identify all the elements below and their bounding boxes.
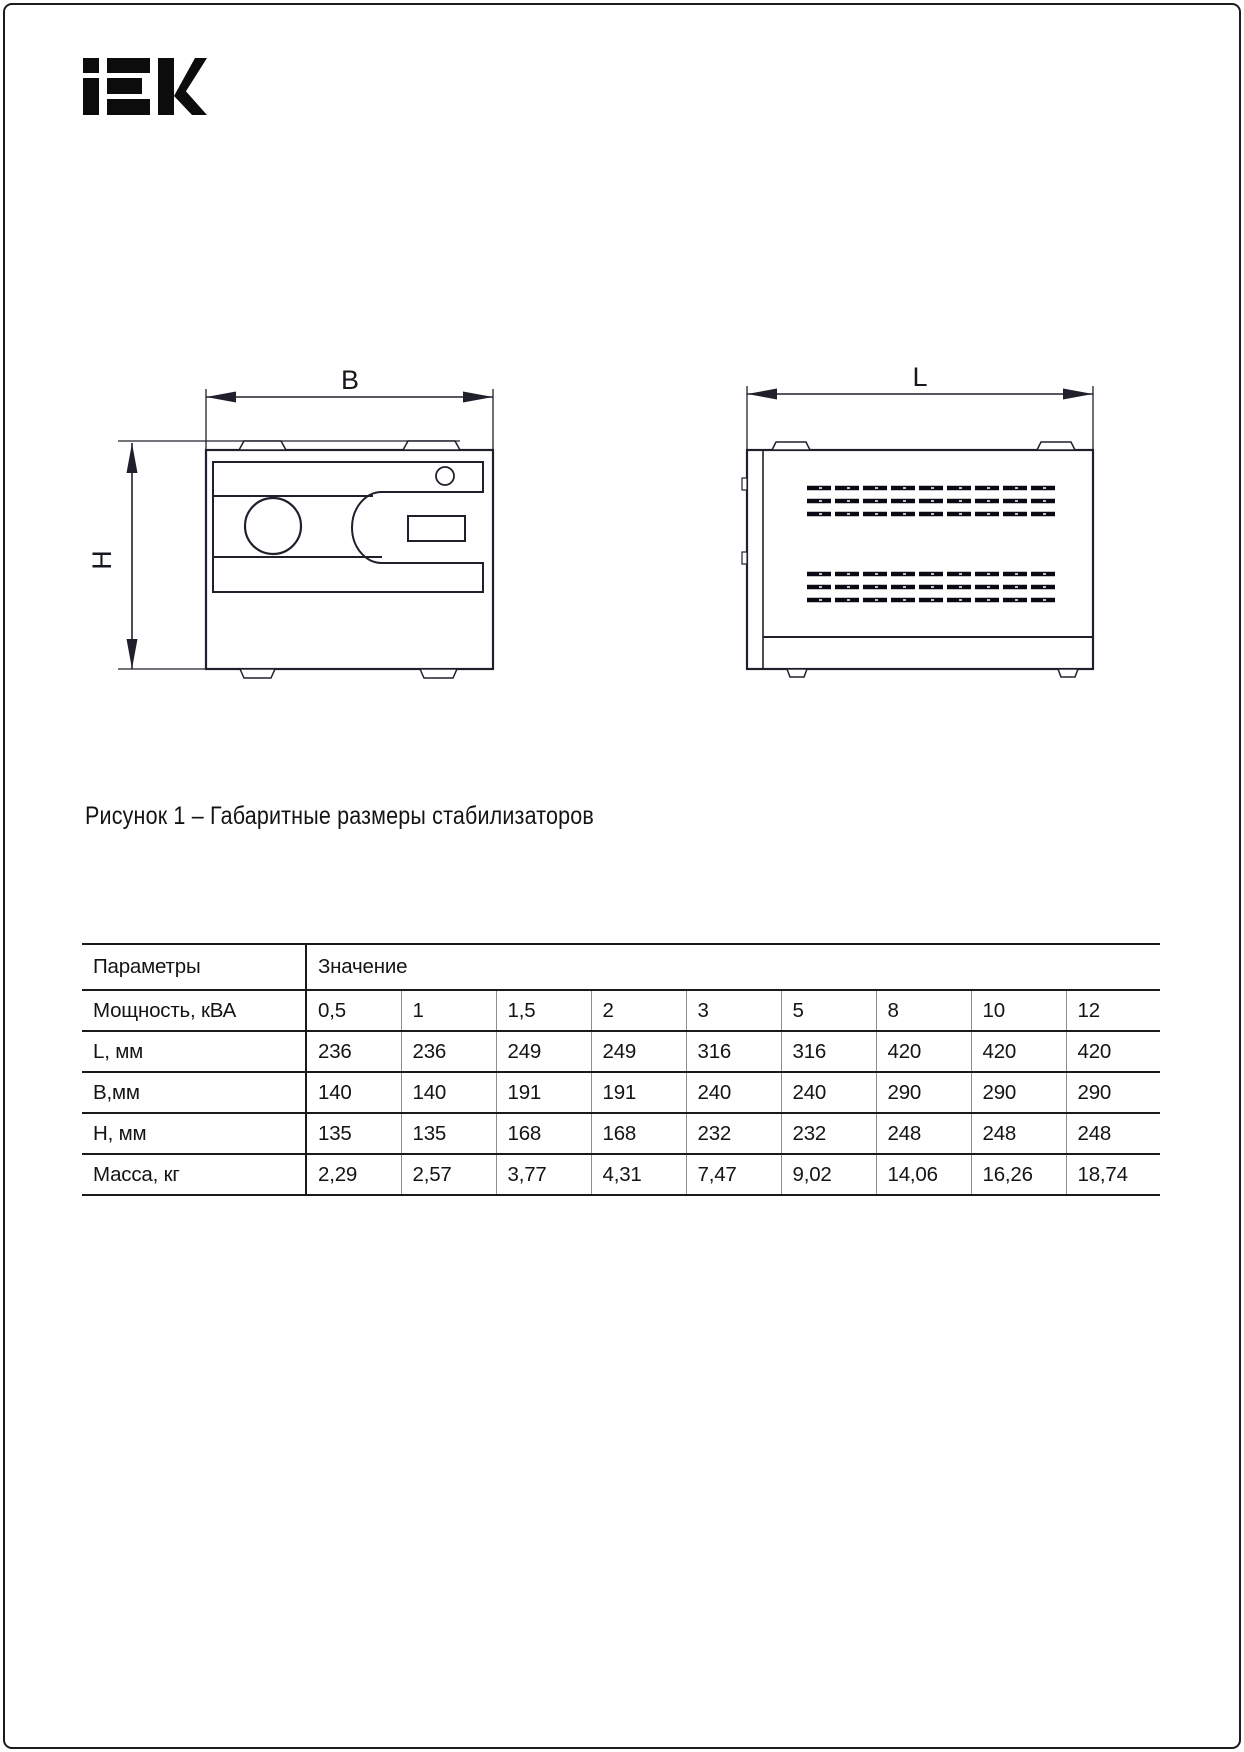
table-row <box>82 1154 1160 1195</box>
row-value: 420 <box>971 1031 1066 1072</box>
row-value: 290 <box>1066 1072 1160 1113</box>
row-value: 140 <box>306 1072 401 1113</box>
row-value: 2,29 <box>306 1154 401 1195</box>
row-value: 316 <box>781 1031 876 1072</box>
header-param-cell: Параметры <box>82 944 306 990</box>
row-value: 316 <box>686 1031 781 1072</box>
table-row <box>82 1113 1160 1154</box>
control-knob-circle <box>245 498 301 554</box>
foot <box>1058 669 1078 677</box>
row-value: 18,74 <box>1066 1154 1160 1195</box>
b-dimension-label: B <box>340 365 360 395</box>
side-view-drawing <box>742 386 1093 677</box>
table-row <box>82 990 1160 1031</box>
row-label: В,мм <box>82 1072 306 1113</box>
row-value: 9,02 <box>781 1154 876 1195</box>
row-value: 249 <box>591 1031 686 1072</box>
row-label: L, мм <box>82 1031 306 1072</box>
row-label: Масса, кг <box>82 1154 306 1195</box>
foot <box>787 669 807 677</box>
figure-caption: Рисунок 1 – Габаритные размеры стабилизаторов <box>85 802 594 830</box>
row-value: 16,26 <box>971 1154 1066 1195</box>
row-value: 290 <box>971 1072 1066 1113</box>
top-tab <box>1037 442 1075 450</box>
row-value: 420 <box>1066 1031 1160 1072</box>
b-arrow-left <box>206 392 236 403</box>
indicator-led-circle <box>436 467 454 485</box>
row-value: 1 <box>401 990 496 1031</box>
row-value: 232 <box>781 1113 876 1154</box>
row-value: 12 <box>1066 990 1160 1031</box>
row-value: 236 <box>401 1031 496 1072</box>
row-value: 191 <box>496 1072 591 1113</box>
foot <box>420 669 457 678</box>
foot <box>240 669 275 678</box>
row-value: 290 <box>876 1072 971 1113</box>
row-value: 2 <box>591 990 686 1031</box>
row-value: 248 <box>1066 1113 1160 1154</box>
row-value: 240 <box>781 1072 876 1113</box>
row-value: 135 <box>306 1113 401 1154</box>
table-header-row <box>82 944 1160 990</box>
row-value: 168 <box>591 1113 686 1154</box>
row-value: 14,06 <box>876 1154 971 1195</box>
table-row <box>82 1031 1160 1072</box>
top-tab <box>403 441 460 450</box>
row-value: 2,57 <box>401 1154 496 1195</box>
row-value: 135 <box>401 1113 496 1154</box>
display-window <box>408 516 465 541</box>
page-border <box>3 3 1241 1749</box>
b-arrow-right <box>463 392 493 403</box>
edge-notch <box>742 478 747 490</box>
row-value: 232 <box>686 1113 781 1154</box>
row-value: 248 <box>971 1113 1066 1154</box>
row-value: 249 <box>496 1031 591 1072</box>
row-value: 140 <box>401 1072 496 1113</box>
row-value: 10 <box>971 990 1066 1031</box>
row-value: 8 <box>876 990 971 1031</box>
row-value: 1,5 <box>496 990 591 1031</box>
dimension-drawings <box>0 360 1244 690</box>
spec-table-body <box>82 944 1160 1195</box>
row-label: Н, мм <box>82 1113 306 1154</box>
row-label: Мощность, кВА <box>82 990 306 1031</box>
row-value: 240 <box>686 1072 781 1113</box>
row-value: 5 <box>781 990 876 1031</box>
row-value: 236 <box>306 1031 401 1072</box>
row-value: 3,77 <box>496 1154 591 1195</box>
row-value: 420 <box>876 1031 971 1072</box>
row-value: 0,5 <box>306 990 401 1031</box>
l-arrow-left <box>747 389 777 400</box>
l-dimension-label: L <box>912 362 928 392</box>
row-value: 4,31 <box>591 1154 686 1195</box>
top-tab <box>239 441 286 450</box>
table-row <box>82 1072 1160 1113</box>
h-dimension-label: H <box>87 550 117 570</box>
row-value: 3 <box>686 990 781 1031</box>
h-arrow-bottom <box>127 639 138 669</box>
row-value: 248 <box>876 1113 971 1154</box>
iek-logo <box>83 58 207 115</box>
front-view-drawing <box>118 389 493 678</box>
spec-table <box>82 943 1160 1196</box>
edge-notch <box>742 552 747 564</box>
row-value: 191 <box>591 1072 686 1113</box>
top-tab <box>772 442 810 450</box>
iek-logo-glyphs <box>83 58 207 115</box>
row-value: 7,47 <box>686 1154 781 1195</box>
l-arrow-right <box>1063 389 1093 400</box>
row-value: 168 <box>496 1113 591 1154</box>
header-value-cell: Значение <box>306 944 1160 990</box>
h-arrow-top <box>127 443 138 473</box>
